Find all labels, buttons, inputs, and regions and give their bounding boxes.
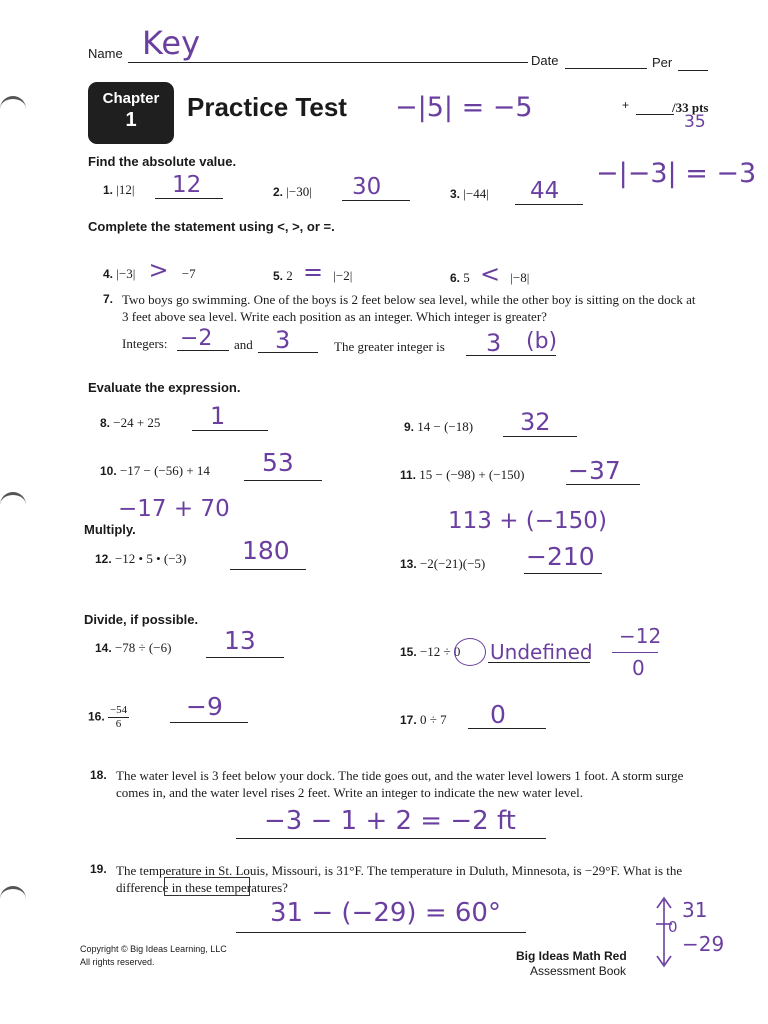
period-line <box>678 70 708 71</box>
problem-7-and-label: and <box>234 337 253 352</box>
answer-line-17 <box>468 728 546 729</box>
answer-1: 12 <box>172 172 202 198</box>
score-note: 35 <box>684 112 706 132</box>
answer-line-14 <box>206 657 284 658</box>
answer-7c: 3 <box>486 329 502 357</box>
problem-11: 11. 15 − (−98) + (−150) <box>400 467 525 482</box>
work-19-bottom: −29 <box>682 932 725 956</box>
problem-13: 13. −2(−21)(−5) <box>400 556 486 571</box>
answer-line-1 <box>155 198 223 199</box>
answer-7a: −2 <box>180 326 213 351</box>
answer-19: 31 − (−29) = 60° <box>270 898 501 928</box>
answer-line-9 <box>503 436 577 437</box>
problem-1: 1. |12| <box>103 182 135 197</box>
problem-14: 14. −78 ÷ (−6) <box>95 640 172 655</box>
problem-5: 5. 2 = |−2| <box>273 258 353 286</box>
answer-13: −210 <box>526 542 595 571</box>
answer-5: = <box>302 258 324 286</box>
work-19-mid: 0 <box>668 918 678 936</box>
binder-hole-bottom <box>0 886 26 905</box>
problem-16-fraction: $\frac{-54}{6}$ <box>109 704 128 730</box>
problem-7-number: 7. <box>103 292 114 306</box>
problem-7-text: Two boys go swimming. One of the boys is 2 feet below sea level, while the other boy is sitting on the dock at 3 feet above sea level. Write each position as an integer. Which integer is greater? <box>122 292 696 324</box>
name-value: Key <box>142 24 201 62</box>
section-absolute-value: Find the absolute value. <box>88 154 237 169</box>
answer-8: 1 <box>210 402 226 430</box>
problem-17: 17. 0 ÷ 7 <box>400 712 447 727</box>
section-evaluate: Evaluate the expression. <box>88 380 241 395</box>
problem-6: 6. 5 < |−8| <box>450 260 530 288</box>
answer-line-13 <box>524 573 602 574</box>
problem-9: 9. 14 − (−18) <box>404 419 474 434</box>
answer-9: 32 <box>520 408 551 436</box>
date-line <box>565 68 647 69</box>
answer-line-12 <box>230 569 306 570</box>
circled-divide-by-zero <box>454 638 486 666</box>
section-compare: Complete the statement using <, >, or =. <box>88 219 335 234</box>
answer-6: < <box>479 260 501 288</box>
bonus-points-line <box>636 114 674 115</box>
problem-8: 8. −24 + 25 <box>100 415 161 430</box>
problem-16: 16. $\frac{-54}{6}$ <box>88 704 128 730</box>
problem-4: 4. |−3| > −7 <box>103 256 196 284</box>
period-label: Per <box>652 55 673 70</box>
name-line <box>128 62 528 63</box>
chapter-number: 1 <box>125 109 137 131</box>
boxed-word-difference <box>164 877 250 896</box>
binder-hole-top <box>0 96 26 115</box>
section-multiply: Multiply. <box>84 522 136 537</box>
problem-19-number: 19. <box>90 862 107 876</box>
footer-book: Big Ideas Math Red Assessment Book <box>516 949 627 978</box>
total-points: /33 pts <box>672 100 709 115</box>
date-label: Date <box>531 53 559 68</box>
work-15-bottom: 0 <box>632 656 645 680</box>
work-10: −17 + 70 <box>118 496 230 522</box>
answer-7b: 3 <box>275 326 291 354</box>
work-19-number-line-arrow <box>650 894 678 970</box>
plus-sign: + <box>622 98 630 112</box>
answer-7-note: (b) <box>526 329 558 354</box>
answer-12: 180 <box>242 536 290 565</box>
answer-17: 0 <box>490 700 506 729</box>
problem-18-text: The water level is 3 feet below your dock. The tide goes out, and the water level lowers 1 foot. A storm surge comes in, and the water level rises 2 feet. Write an integer to indicate the new water level. <box>116 768 684 800</box>
work-19-top: 31 <box>682 898 708 922</box>
problem-12: 12. −12 • 5 • (−3) <box>95 551 187 566</box>
chapter-badge <box>88 82 174 144</box>
answer-line-18 <box>236 838 546 839</box>
answer-2: 30 <box>352 174 382 200</box>
problem-7-greater-label: The greater integer is <box>334 339 445 354</box>
work-15-top: −12 <box>619 624 662 648</box>
margin-note-top: −|5| = −5 <box>395 92 533 123</box>
problem-18-number: 18. <box>90 768 107 782</box>
problem-7-integers-label: Integers: <box>122 336 168 351</box>
answer-line-19 <box>236 932 526 933</box>
answer-line-7c <box>466 355 556 356</box>
work-15-fraction-bar <box>612 652 658 653</box>
problem-15: 15. −12 ÷ 0 <box>400 644 461 659</box>
work-11: 113 + (−150) <box>448 508 607 534</box>
answer-16: −9 <box>186 692 223 721</box>
name-label: Name <box>88 46 123 61</box>
section-divide: Divide, if possible. <box>84 612 199 627</box>
answer-line-2 <box>342 200 410 201</box>
problem-10: 10. −17 − (−56) + 14 <box>100 463 210 478</box>
footer-copyright: Copyright © Big Ideas Learning, LLC All rights reserved. <box>80 944 227 967</box>
answer-14: 13 <box>224 626 256 655</box>
binder-hole-middle <box>0 492 26 511</box>
answer-line-8 <box>192 430 268 431</box>
answer-10: 53 <box>262 448 294 477</box>
margin-note-right: −|−3| = −3 <box>596 158 757 189</box>
answer-line-10 <box>244 480 322 481</box>
answer-11: −37 <box>568 456 621 485</box>
problem-19-text: The temperature in St. Louis, Missouri, is 31°F. The temperature in Duluth, Minnesota, is −29°F. What is the difference in these temperatures? <box>116 863 683 895</box>
answer-3: 44 <box>530 178 560 204</box>
answer-line-3 <box>515 204 583 205</box>
problem-3: 3. |−44| <box>450 186 489 201</box>
answer-15: Undefined <box>490 640 593 664</box>
answer-4: > <box>148 256 169 284</box>
answer-18: −3 − 1 + 2 = −2 ft <box>264 806 516 836</box>
page-title: Practice Test <box>187 92 347 122</box>
answer-line-16 <box>170 722 248 723</box>
chapter-label: Chapter <box>102 90 160 107</box>
problem-2: 2. |−30| <box>273 184 312 199</box>
